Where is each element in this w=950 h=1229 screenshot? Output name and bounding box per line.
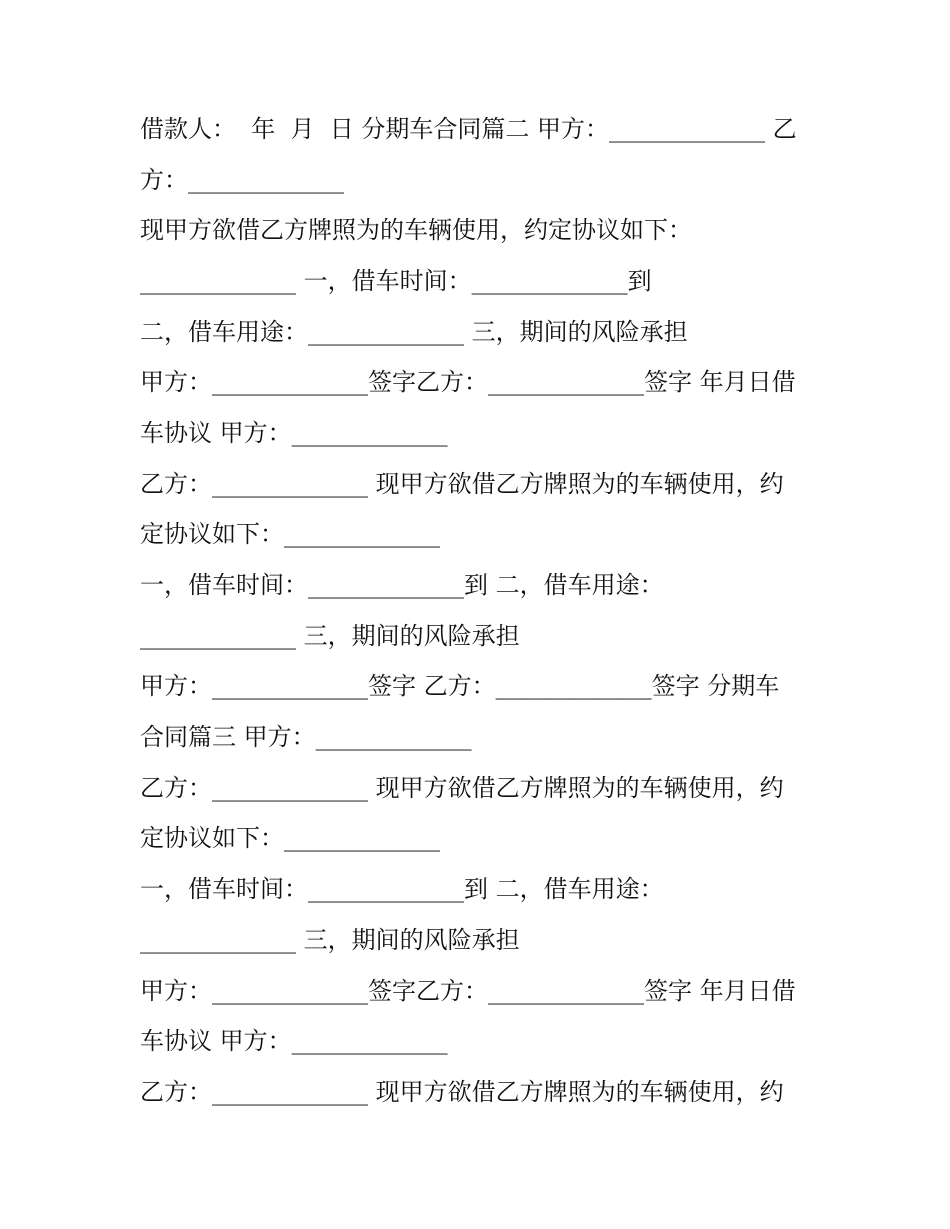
text-line: 定协议如下：_____________ bbox=[140, 520, 440, 548]
text-line: 一，借车时间：_____________到 二，借车用途： bbox=[140, 875, 664, 903]
text-line: 一，借车时间：_____________到 二，借车用途： bbox=[140, 571, 664, 599]
text-line: 借款人： 年 月 日 分期车合同篇二 甲方：_____________ 乙 bbox=[140, 115, 797, 143]
text-line: 甲方：_____________签字乙方：_____________签字 年月日借 bbox=[140, 977, 796, 1005]
text-line: 定协议如下：_____________ bbox=[140, 824, 440, 852]
text-line: 方：_____________ bbox=[140, 166, 344, 194]
text-line: 现甲方欲借乙方牌照为的车辆使用，约定协议如下： bbox=[140, 216, 692, 244]
text-line: 合同篇三 甲方：_____________ bbox=[140, 723, 472, 751]
text-line: 乙方：_____________ 现甲方欲借乙方牌照为的车辆使用，约 bbox=[140, 774, 784, 802]
text-line: 二，借车用途：_____________ 三，期间的风险承担 bbox=[140, 318, 688, 346]
text-line: _____________ 三，期间的风险承担 bbox=[140, 622, 520, 650]
text-line: 甲方：_____________签字 乙方：_____________签字 分期车 bbox=[140, 672, 780, 700]
text-line: _____________ 一，借车时间：_____________到 bbox=[140, 267, 652, 295]
text-line: 乙方：_____________ 现甲方欲借乙方牌照为的车辆使用，约 bbox=[140, 1078, 784, 1106]
text-line: 车协议 甲方：_____________ bbox=[140, 1027, 448, 1055]
text-line: 乙方：_____________ 现甲方欲借乙方牌照为的车辆使用，约 bbox=[140, 470, 784, 498]
text-line: 车协议 甲方：_____________ bbox=[140, 419, 448, 447]
text-line: 甲方：_____________签字乙方：_____________签字 年月日借 bbox=[140, 368, 796, 396]
text-line: _____________ 三，期间的风险承担 bbox=[140, 926, 520, 954]
